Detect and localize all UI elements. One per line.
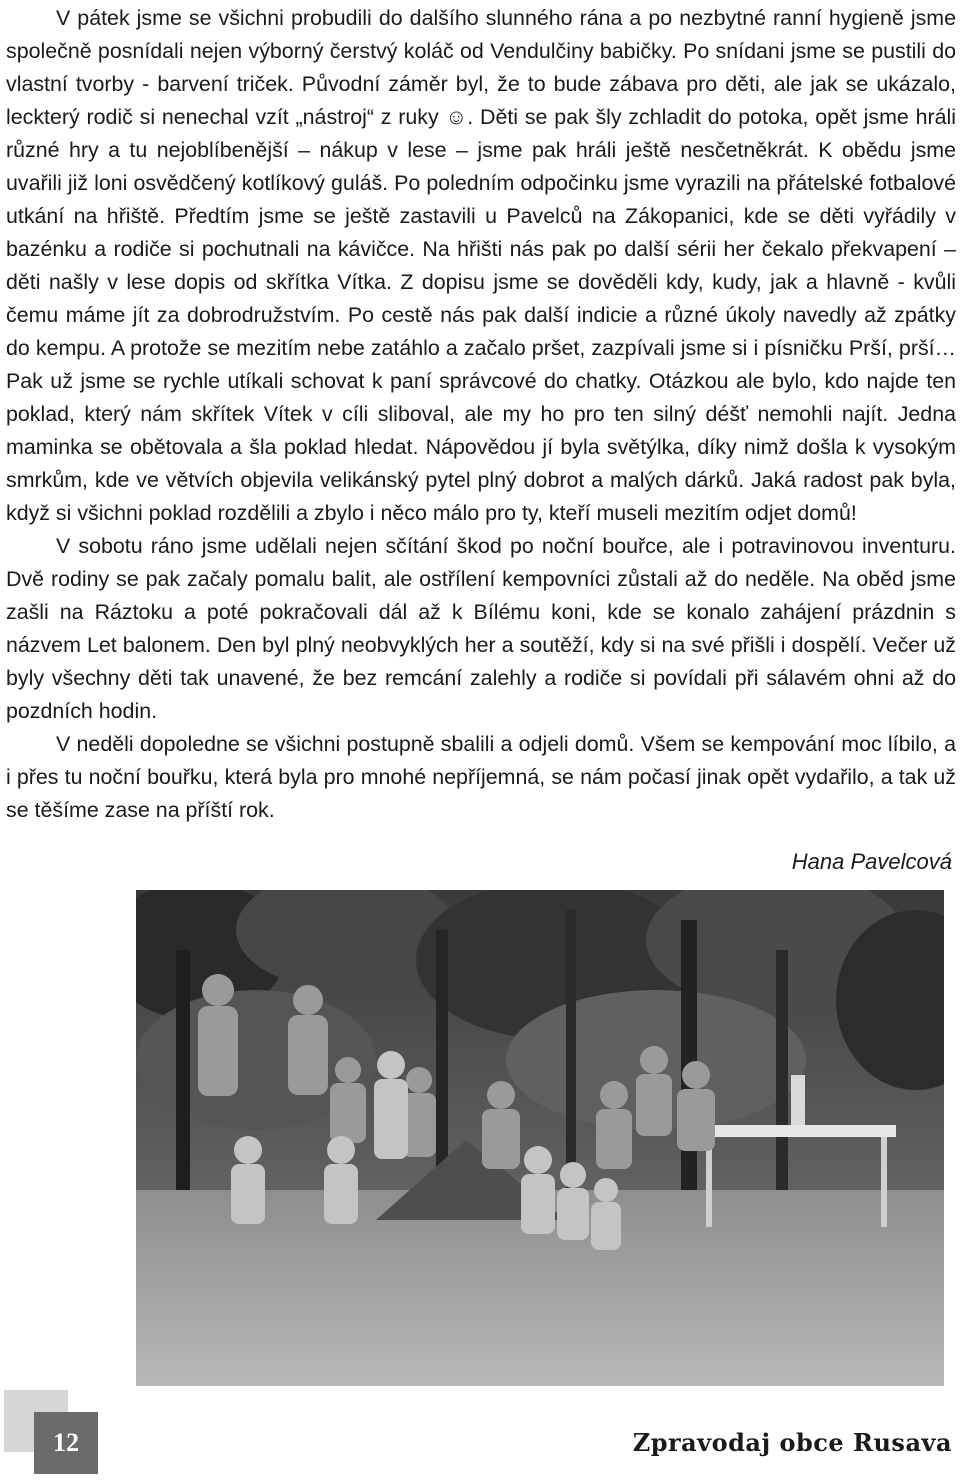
article-body [6,2,956,827]
article-paragraph-saturday: V sobotu ráno jsme udělali nejen sčítání škod po noční bouřce, ale i potravinovou inventuru. Dvě rodiny se pak začaly pomalu balit, ale ostřílení kempovníci zůstali až do neděle. Na oběd jsme zašli na Ráztoku a poté pokračovali dál až k Bílému koni, kde se konalo zahájení prázdnin s názvem Let balonem. Den byl plný neobvyklých her a soutěží, kdy si na své přišli i dospělí. Večer už byly všechny děti tak unavené, že bez remcání zalehly a rodiče si povídali při sálavém ohni až do pozdních hodin. [6,534,956,723]
publication-title: Zpravodaj obce Rusava [632,1428,952,1457]
article-paragraph-friday: V pátek jsme se všichni probudili do dalšího slunného rána a po nezbytné ranní hygieně jsme společně posnídali nejen výborný čerstvý koláč od Vendulčiny babičky. Po snídani jsme se pustili do vlastní tvorby - barvení triček. Původní záměr byl, že to bude zábava pro děti, ale jak se ukázalo, leckterý rodič si nenechal vzít „nástroj“ z ruky ☺. Děti se pak šly zchladit do potoka, opět jsme hráli různé hry a tu nejoblíbenější – nákup v lese – jsme pak hráli ještě nesčetněkrát. K obědu jsme uvařili již loni osvědčený kotlíkový guláš. Po poledním odpočinku jsme vyrazili na přátelské fotbalové utkání na hřiště. Předtím jsme se ještě zastavili u Pavelců na Zákopanici, kde se děti vyřádily v bazénku a rodiče si pochutnali na kávičce. Na hřišti nás pak po další sérii her čekalo překvapení – děti našly v lese dopis od skřítka Vítka. Z dopisu jsme se dověděli kdy, kudy, jak a hlavně - kvůli čemu máme jít za dobrodružstvím. Po cestě nás pak další indicie a různé úkoly navedly až zpátky do kempu. A protože se mezitím nebe zatáhlo a začalo pršet, zazpívali jsme si i písničku Prší, prší… Pak už jsme se rychle utíkali schovat k paní správcové do chatky. Otázkou ale bylo, kdo najde ten poklad, který nám skřítek Vítek v cíli sliboval, ale my ho pro ten silný déšť nemohli najít. Jedna maminka se obětovala a šla poklad hledat. Nápovědou jí byla světýlka, díky nimž došla k vysokým smrkům, kde ve větvích objevila velikánský pytel plný dobrot a malých dárků. Jaká radost pak byla, když si všichni poklad rozdělili a zbylo i něco málo pro ty, kteří museli mezitím odjet domů! [6,6,956,525]
page-number: 12 [34,1412,98,1474]
author-signature: Hana Pavelcová [791,849,952,874]
group-photo [136,890,944,1386]
page-number-badge [4,1390,100,1478]
article-paragraph-sunday: V neděli dopoledne se všichni postupně sbalili a odjeli domů. Všem se kempování moc líbilo, a i přes tu noční bouřku, která byla pro mnohé nepříjemná, se nám počasí jinak opět vydařilo, a tak už se těšíme zase na příští rok. [6,732,956,822]
group-photo-icon [136,890,944,1386]
